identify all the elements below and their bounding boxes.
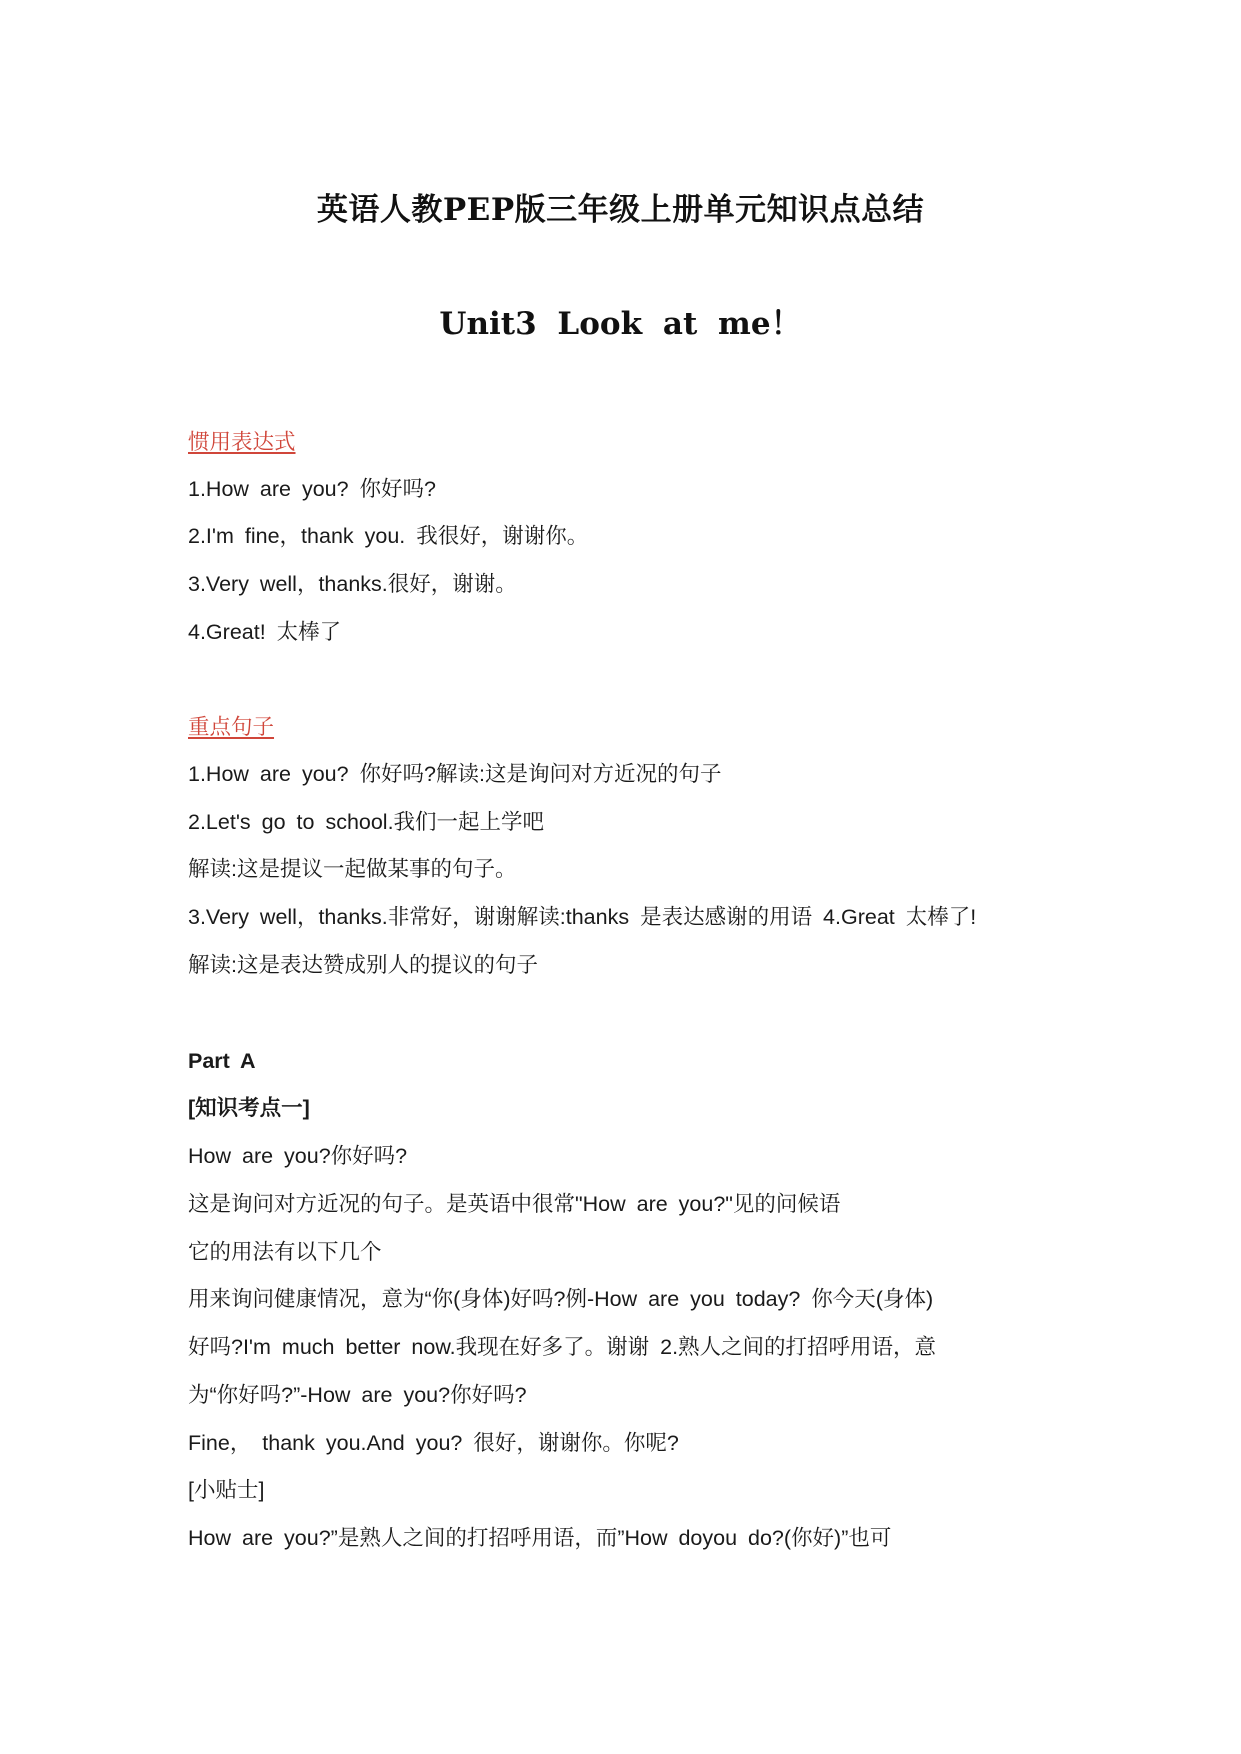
section-heading-expressions: 惯用表达式 xyxy=(188,430,296,454)
key-sentence-line: 解读:这是表达赞成别人的提议的句子 xyxy=(188,953,538,977)
document-title: 英语人教PEP版三年级上册单元知识点总结 xyxy=(316,192,925,228)
part-a-heading: Part A xyxy=(188,1049,256,1073)
expression-line: 4.Great! 太棒了 xyxy=(188,620,342,644)
expression-line: 3.Very well，thanks.很好，谢谢。 xyxy=(188,572,517,596)
body-line: 好吗?I'm much better now.我现在好多了。谢谢 2.熟人之间的打招呼用语，意 xyxy=(188,1335,937,1359)
expression-line: 1.How are you? 你好吗? xyxy=(188,477,437,501)
section-heading-key-sentences: 重点句子 xyxy=(188,715,275,739)
body-line: 它的用法有以下几个 xyxy=(188,1240,382,1264)
tip-heading: [小贴士] xyxy=(188,1478,265,1502)
body-line: Fine， thank you.And you? 很好，谢谢你。你呢? xyxy=(188,1431,679,1455)
body-line: 这是询问对方近况的句子。是英语中很常"How are you?"见的问候语 xyxy=(188,1192,841,1216)
key-sentence-line: 1.How are you? 你好吗?解读:这是询问对方近况的句子 xyxy=(188,762,722,786)
body-line: 为“你好吗?”-How are you?你好吗? xyxy=(188,1383,527,1407)
unit-title: Unit3 Look at me！ xyxy=(439,306,802,342)
key-sentence-line: 2.Let's go to school.我们一起上学吧 xyxy=(188,810,545,834)
expression-line: 2.I'm fine，thank you. 我很好，谢谢你。 xyxy=(188,524,589,548)
body-line: 用来询问健康情况，意为“你(身体)好吗?例-How are you today? 你今天(身体) xyxy=(188,1287,934,1311)
knowledge-point-heading: [知识考点一] xyxy=(188,1096,310,1120)
body-line: How are you?你好吗? xyxy=(188,1144,408,1168)
key-sentence-line: 3.Very well，thanks.非常好，谢谢解读:thanks 是表达感谢的用语 4.Great 太棒了! xyxy=(188,905,977,929)
body-line: How are you?”是熟人之间的打招呼用语，而”How doyou do?(你好)”也可 xyxy=(188,1526,892,1550)
key-sentence-line: 解读:这是提议一起做某事的句子。 xyxy=(188,857,517,881)
